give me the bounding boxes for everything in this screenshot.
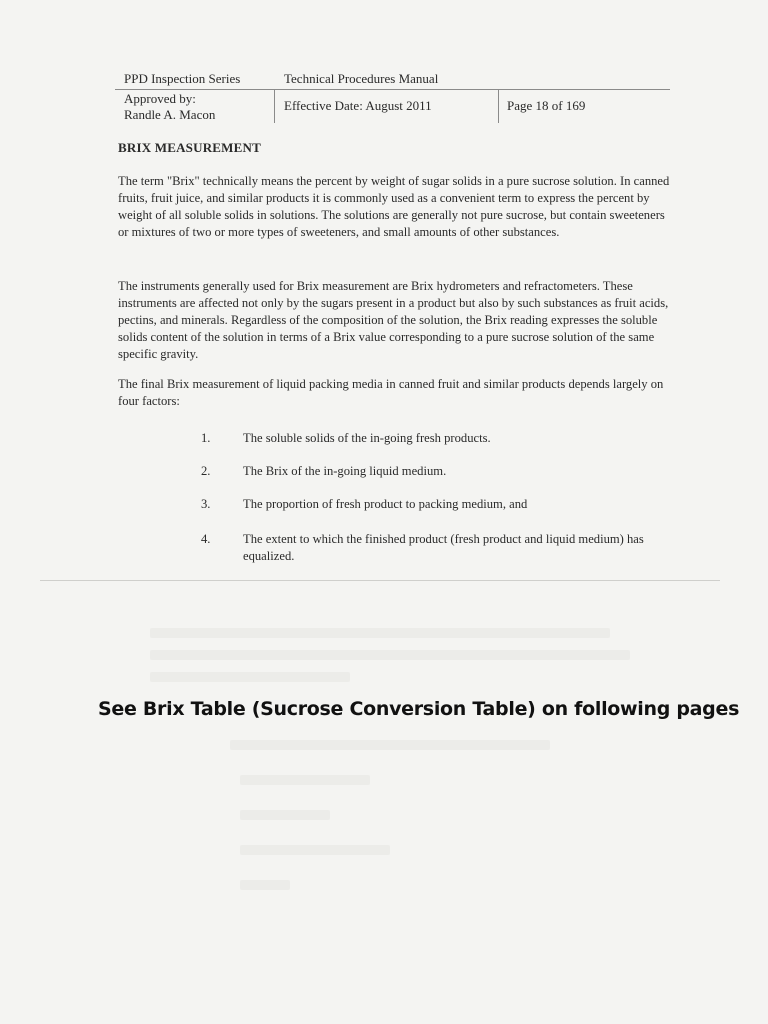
show-through-mark xyxy=(150,650,630,660)
paragraph: The instruments generally used for Brix measurement are Brix hydrometers and refractometers. These instruments are affected not only by the sugars present in a product but also by such substances as fruit acids, pectins, and minerals. Regardless of the composition of the solution, the Brix reading expresses the soluble solids content of the solution in terms of a Brix value corresponding to a pure sucrose solution of the same specific gravity. xyxy=(118,279,669,361)
header-bottom-row xyxy=(115,90,670,126)
paragraph: The final Brix measurement of liquid packing media in canned fruit and similar products depends largely on four factors: xyxy=(118,377,664,408)
page-fold-line xyxy=(40,580,720,581)
page-number: Page 18 of 169 xyxy=(507,98,586,113)
factor-text: The soluble solids of the in-going fresh products. xyxy=(243,431,491,445)
factor-text: The Brix of the in-going liquid medium. xyxy=(243,464,447,478)
header-divider xyxy=(274,90,275,123)
header-top-row xyxy=(115,68,670,90)
show-through-mark xyxy=(240,810,330,820)
effective-date: Effective Date: August 2011 xyxy=(284,98,432,113)
factor-number: 3. xyxy=(201,497,211,511)
section-title: BRIX MEASUREMENT xyxy=(118,140,261,155)
show-through-mark xyxy=(150,672,350,682)
header-divider xyxy=(498,90,499,123)
factor-text: The extent to which the finished product (fresh product and liquid medium) has equalized. xyxy=(243,532,644,563)
show-through-mark xyxy=(240,880,290,890)
approval-block xyxy=(124,91,215,123)
approver-name: Randle A. Macon xyxy=(124,107,216,122)
show-through-mark xyxy=(150,628,610,638)
paragraph: The term "Brix" technically means the percent by weight of sugar solids in a pure sucrose solution. In canned fruits, fruit juice, and similar products it is commonly used as a convenient term to express the percent by weight of all soluble solids in solutions. The solutions are generally not pure sucrose, but contain sweeteners or mixtures of two or more types of sweeteners, and small amounts of other substances. xyxy=(118,174,670,239)
series-name: PPD Inspection Series xyxy=(124,71,241,86)
factor-number: 4. xyxy=(201,532,211,546)
show-through-mark xyxy=(230,740,550,750)
factor-text: The proportion of fresh product to packing medium, and xyxy=(243,497,528,511)
show-through-mark xyxy=(240,775,370,785)
factor-number: 1. xyxy=(201,431,211,445)
approved-by-label: Approved by: xyxy=(124,91,196,106)
factor-number: 2. xyxy=(201,464,211,478)
show-through-mark xyxy=(240,845,390,855)
manual-name: Technical Procedures Manual xyxy=(284,71,439,86)
page-header xyxy=(115,68,670,126)
brix-table-note: See Brix Table (Sucrose Conversion Table) on following pages xyxy=(98,698,740,720)
